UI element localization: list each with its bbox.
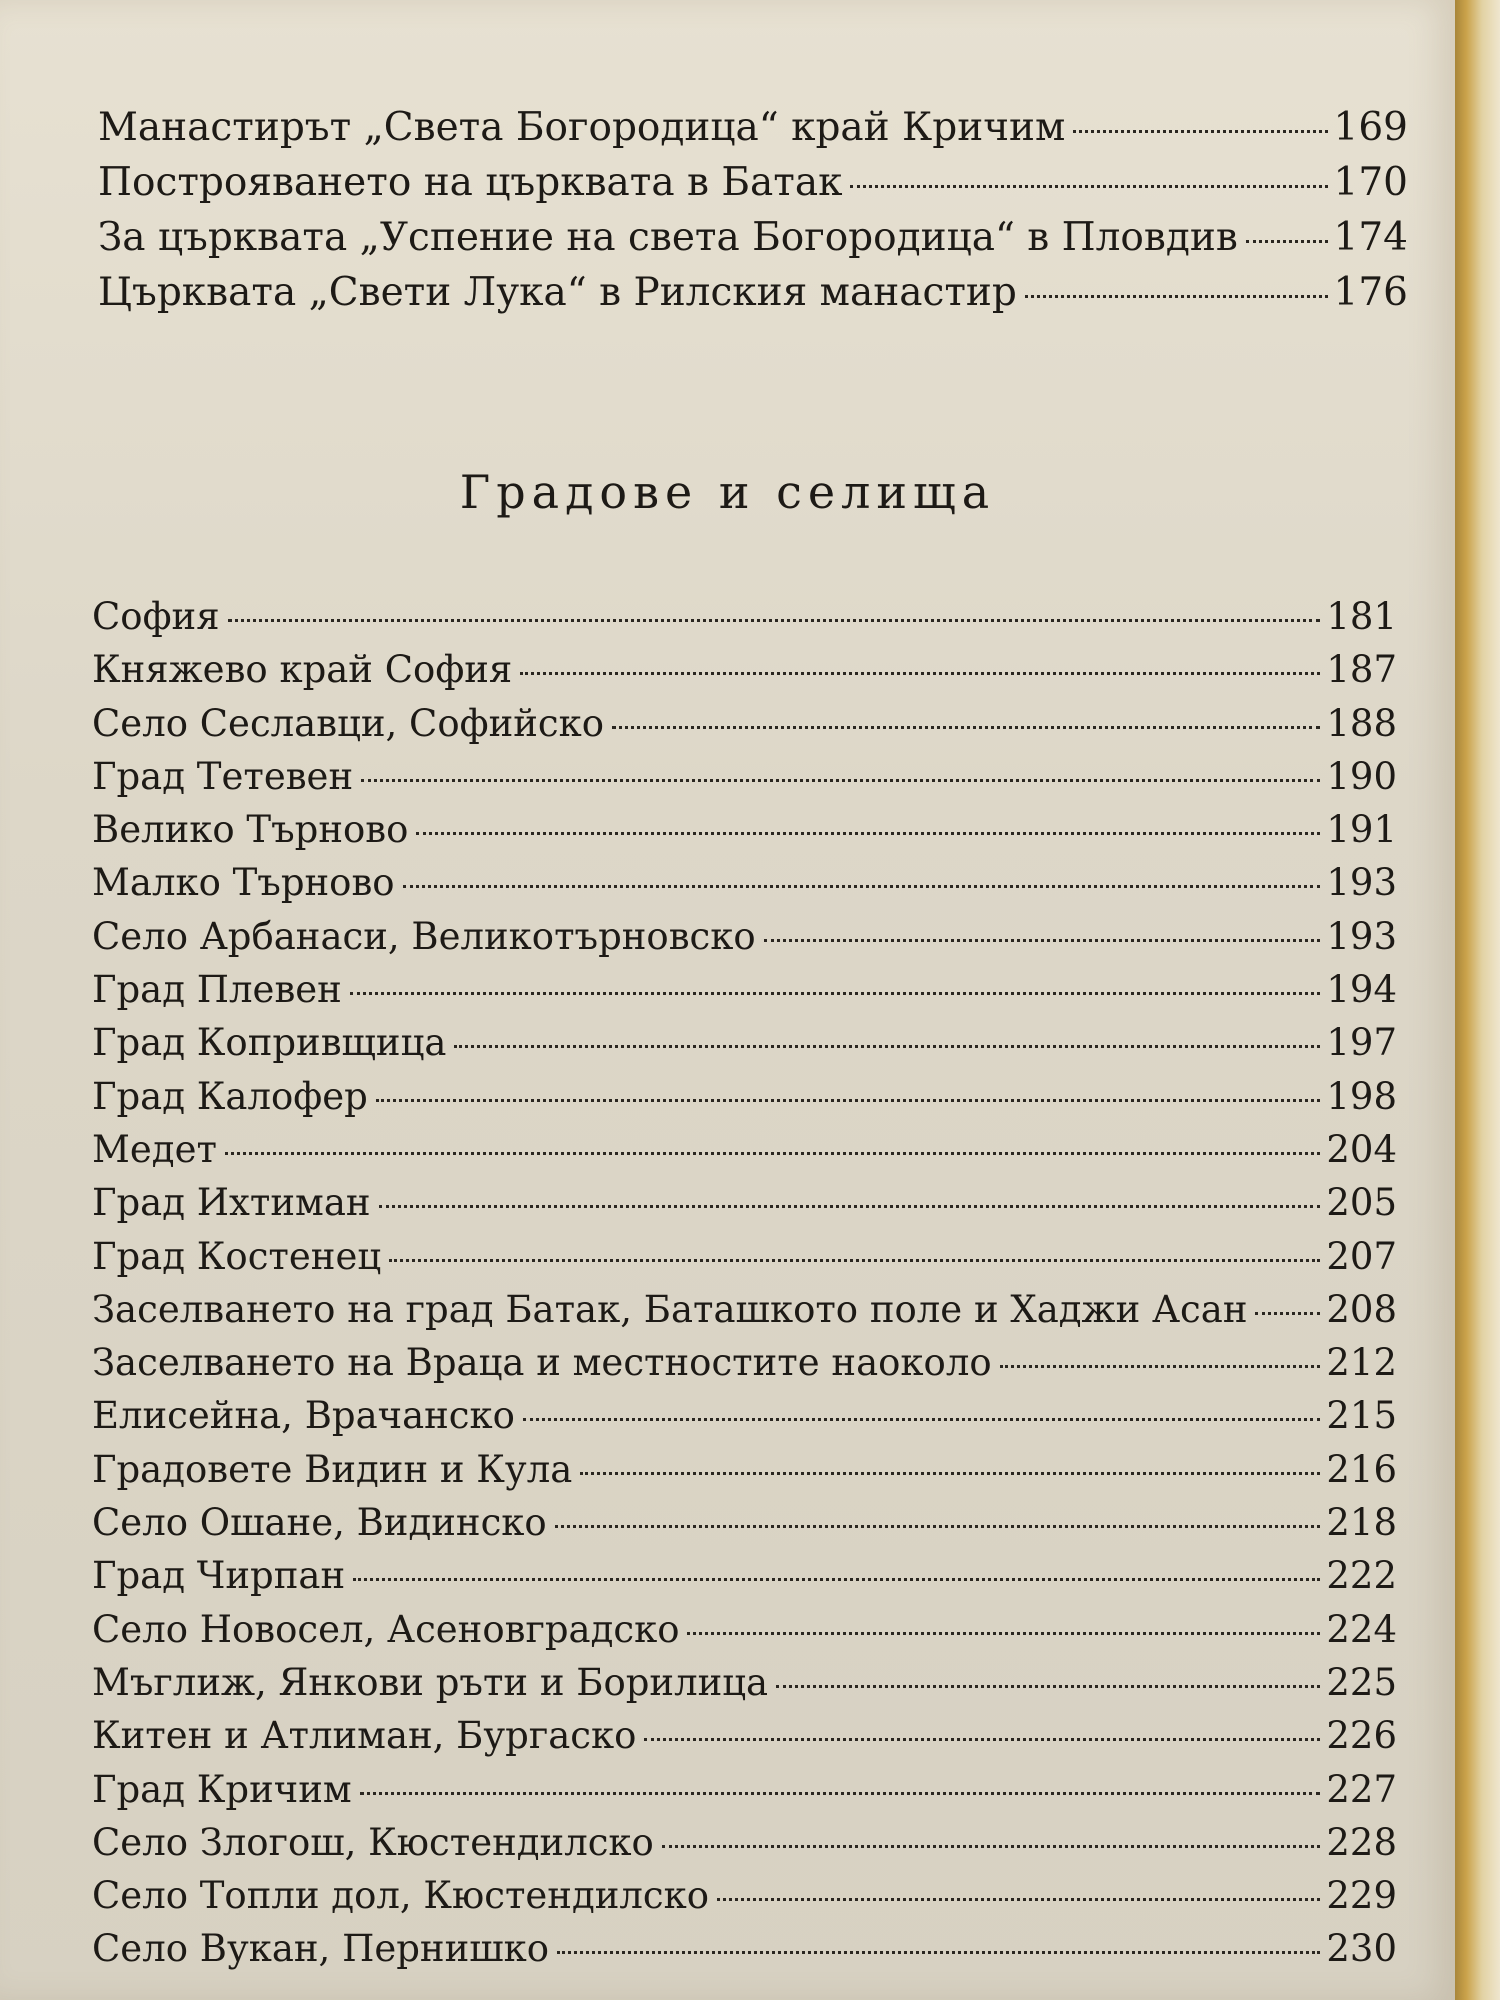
- toc-entry-title: Село Топли дол, Кюстендилско: [92, 1874, 710, 1918]
- toc-leader-dots: [360, 1792, 1321, 1795]
- toc-entry-page: 197: [1326, 1021, 1397, 1065]
- toc-leader-dots: [228, 619, 1321, 622]
- toc-entry-title: Манастирът „Света Богородица“ край Кричим: [98, 105, 1066, 150]
- toc-leader-dots: [520, 672, 1320, 675]
- toc-entry: [92, 697, 1397, 750]
- toc-entry-title: Град Копривщица: [92, 1021, 447, 1065]
- toc-entry-title: Китен и Атлиман, Бургаско: [92, 1714, 637, 1758]
- toc-entry: [92, 1230, 1397, 1283]
- toc-entry-page: 212: [1326, 1341, 1397, 1385]
- toc-leader-dots: [580, 1472, 1320, 1475]
- toc-entry: [92, 963, 1397, 1016]
- toc-entry: [92, 1070, 1397, 1123]
- toc-entry-page: 228: [1326, 1820, 1397, 1864]
- toc-entry: [92, 1176, 1397, 1229]
- toc-entry: [92, 1922, 1397, 1975]
- toc-entry: [92, 1496, 1397, 1549]
- toc-entry: [98, 155, 1408, 210]
- section-heading: Градове и селища: [459, 465, 996, 519]
- toc-entry-page: 218: [1326, 1501, 1397, 1545]
- toc-leader-dots: [523, 1418, 1320, 1421]
- toc-entry-page: 198: [1326, 1074, 1397, 1118]
- toc-entry: [92, 1389, 1397, 1442]
- toc-entry-page: 229: [1326, 1874, 1397, 1918]
- toc-leader-dots: [764, 939, 1321, 942]
- toc-entry-page: 227: [1326, 1767, 1397, 1811]
- toc-entry: [92, 1763, 1397, 1816]
- toc-leader-dots: [612, 726, 1320, 729]
- toc-entry-title: Град Тетевен: [92, 754, 354, 798]
- toc-entry-title: Село Злогош, Кюстендилско: [92, 1820, 654, 1864]
- toc-entry-page: 215: [1326, 1394, 1397, 1438]
- toc-entry: [92, 1549, 1397, 1602]
- toc-entry-title: Град Чирпан: [92, 1554, 346, 1598]
- toc-entry-title: Град Костенец: [92, 1234, 382, 1278]
- toc-leader-dots: [454, 1045, 1320, 1048]
- toc-entry-title: Малко Търново: [92, 861, 395, 905]
- toc-entry: [92, 803, 1397, 856]
- toc-entry-page: 207: [1326, 1234, 1397, 1278]
- toc-entry-title: Град Калофер: [92, 1074, 368, 1118]
- toc-entry-title: Княжево край София: [92, 648, 513, 692]
- toc-entry: [92, 856, 1397, 909]
- toc-entry-page: 224: [1326, 1607, 1397, 1651]
- toc-entry: [98, 100, 1408, 155]
- toc-leader-dots: [361, 779, 1320, 782]
- toc-entry-title: Построяването на църквата в Батак: [98, 160, 843, 205]
- toc-leader-dots: [353, 1578, 1320, 1581]
- toc-leader-dots: [1255, 1312, 1320, 1315]
- toc-entry: [92, 1603, 1397, 1656]
- toc-leader-dots: [555, 1525, 1321, 1528]
- toc-entry-page: 194: [1326, 968, 1397, 1012]
- toc-entry-page: 169: [1333, 105, 1408, 150]
- toc-entry-page: 193: [1326, 861, 1397, 905]
- toc-leader-dots: [687, 1632, 1320, 1635]
- toc-leader-dots: [1000, 1365, 1321, 1368]
- toc-entry-title: Елисейна, Врачанско: [92, 1394, 515, 1438]
- toc-leader-dots: [350, 992, 1321, 995]
- toc-entry: [92, 1016, 1397, 1069]
- toc-entry: [98, 210, 1408, 265]
- toc-entry-title: Градовете Видин и Кула: [92, 1447, 573, 1491]
- toc-leader-dots: [376, 1099, 1321, 1102]
- toc-entry-page: 193: [1326, 914, 1397, 958]
- toc-entry-page: 176: [1333, 270, 1408, 315]
- toc-entry-page: 216: [1326, 1447, 1397, 1491]
- toc-leader-dots: [557, 1951, 1320, 1954]
- toc-entry: [92, 1869, 1397, 1922]
- toc-entry-title: Мъглиж, Янкови ръти и Борилица: [92, 1660, 769, 1704]
- toc-entry-page: 187: [1326, 648, 1397, 692]
- toc-leader-dots: [389, 1259, 1320, 1262]
- toc-leader-dots: [1246, 240, 1328, 243]
- toc-entry-page: 222: [1326, 1554, 1397, 1598]
- toc-entry: [92, 643, 1397, 696]
- toc-entry: [92, 1336, 1397, 1389]
- toc-leader-dots: [1025, 295, 1328, 298]
- toc-entry-title: Заселването на Враца и местностите наоколо: [92, 1341, 992, 1385]
- toc-entry-page: 225: [1326, 1660, 1397, 1704]
- toc-entry-page: 181: [1326, 595, 1397, 638]
- toc-entry-page: 205: [1326, 1181, 1397, 1225]
- toc-entry: [92, 1443, 1397, 1496]
- toc-leader-dots: [403, 885, 1321, 888]
- toc-entry-page: 208: [1326, 1287, 1397, 1331]
- toc-entry-title: Село Сеславци, Софийско: [92, 701, 605, 745]
- toc-entry-title: Град Плевен: [92, 968, 342, 1012]
- toc-section-list: [92, 590, 1397, 1976]
- toc-leader-dots: [225, 1152, 1320, 1155]
- toc-entry: [92, 1816, 1397, 1869]
- toc-top-list: [98, 100, 1408, 320]
- toc-entry: [92, 1709, 1397, 1762]
- toc-leader-dots: [850, 185, 1327, 188]
- toc-leader-dots: [1073, 130, 1327, 133]
- toc-entry-page: 226: [1326, 1714, 1397, 1758]
- toc-leader-dots: [717, 1898, 1320, 1901]
- toc-leader-dots: [776, 1685, 1320, 1688]
- toc-entry-title: София: [92, 595, 220, 638]
- toc-entry-page: 204: [1326, 1127, 1397, 1171]
- toc-entry-title: Село Арбанаси, Великотърновско: [92, 914, 756, 958]
- toc-entry-page: 230: [1326, 1927, 1397, 1971]
- toc-entry-page: 170: [1333, 160, 1408, 205]
- toc-entry: [92, 1656, 1397, 1709]
- toc-entry: [92, 910, 1397, 963]
- toc-leader-dots: [662, 1845, 1321, 1848]
- toc-entry-title: Медет: [92, 1127, 217, 1171]
- toc-entry-title: Велико Търново: [92, 808, 409, 852]
- toc-entry-page: 188: [1326, 701, 1397, 745]
- toc-entry-title: Град Кричим: [92, 1767, 352, 1811]
- toc-entry-title: Село Ошане, Видинско: [92, 1501, 547, 1545]
- toc-leader-dots: [379, 1205, 1321, 1208]
- toc-entry-page: 174: [1333, 215, 1408, 260]
- toc-entry-title: Заселването на град Батак, Баташкото поле и Хаджи Асан: [92, 1287, 1248, 1331]
- toc-entry: [98, 265, 1408, 320]
- toc-entry-page: 191: [1326, 808, 1397, 852]
- toc-leader-dots: [416, 832, 1320, 835]
- toc-entry-title: Село Новосел, Асеновградско: [92, 1607, 680, 1651]
- adjacent-page-edge: [1455, 0, 1500, 2000]
- toc-entry-title: Църквата „Свети Лука“ в Рилския манастир: [98, 270, 1017, 315]
- toc-entry-page: 190: [1326, 754, 1397, 798]
- toc-leader-dots: [644, 1738, 1320, 1741]
- toc-entry: [92, 590, 1397, 643]
- toc-entry-title: Град Ихтиман: [92, 1181, 371, 1225]
- toc-entry-title: За църквата „Успение на света Богородица“ в Пловдив: [98, 215, 1238, 260]
- toc-entry: [92, 1123, 1397, 1176]
- toc-entry: [92, 750, 1397, 803]
- toc-entry: [92, 1283, 1397, 1336]
- toc-entry-title: Село Вукан, Пернишко: [92, 1927, 550, 1971]
